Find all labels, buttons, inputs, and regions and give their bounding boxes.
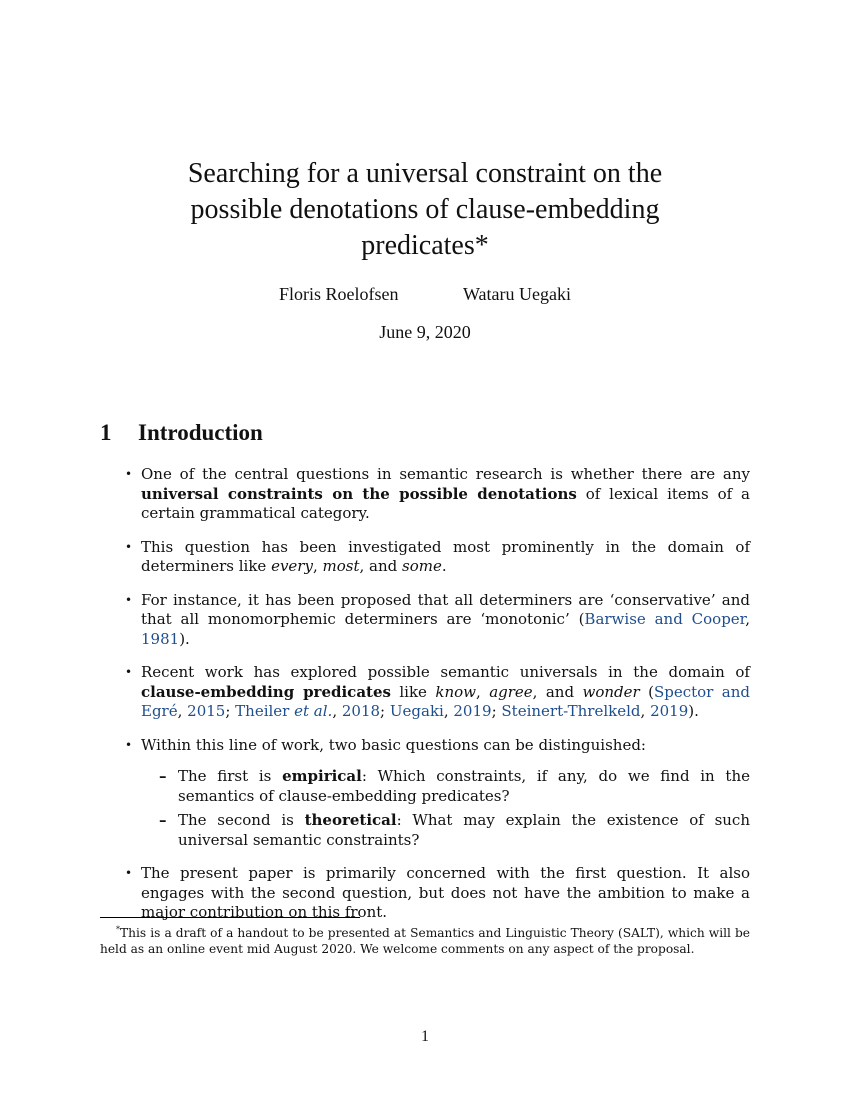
citation-year-link[interactable]: 1981 bbox=[141, 629, 180, 648]
citation-link[interactable]: Uegaki bbox=[389, 702, 444, 720]
text: Recent work has explored possible semantic universals in the domain of bbox=[141, 663, 750, 681]
dash-icon: – bbox=[159, 811, 167, 829]
page-number: 1 bbox=[421, 1028, 429, 1045]
footnote-mark: * bbox=[116, 925, 120, 934]
text: : What may explain the existence of such universal semantic constraints? bbox=[178, 811, 750, 849]
text: . bbox=[441, 557, 447, 575]
italic-text: most bbox=[322, 557, 360, 575]
text: , and bbox=[359, 557, 402, 575]
bullet-icon: • bbox=[125, 467, 133, 481]
citation-year-link[interactable]: 2015 bbox=[187, 702, 226, 720]
citation-link[interactable] bbox=[294, 702, 332, 720]
text: ( bbox=[639, 682, 654, 701]
dash-icon: – bbox=[159, 767, 167, 785]
text: of lexical items of a certain grammatical category. bbox=[141, 484, 750, 522]
paper-title bbox=[100, 156, 750, 264]
bold-text: clause-embedding predicates bbox=[141, 682, 391, 701]
text: ). bbox=[179, 629, 190, 648]
footnote-text: This is a draft of a handout to be presented at Semantics and Linguistic Theory (SALT), which will be held as an online event mid August 2020. We welcome comments on any aspect of the proposal. bbox=[100, 926, 750, 957]
list-item bbox=[118, 736, 750, 851]
citation-year-link[interactable]: 2019 bbox=[650, 702, 689, 720]
bullet-icon: • bbox=[125, 539, 133, 554]
text: One of the central questions in semantic research is whether there are any bbox=[141, 465, 750, 483]
italic-text: know bbox=[435, 682, 476, 701]
italic-text: wonder bbox=[582, 682, 640, 701]
bullet-icon: • bbox=[125, 665, 133, 679]
bullet-icon: • bbox=[125, 866, 133, 880]
list-item bbox=[118, 864, 750, 923]
author-name: Wataru Uegaki bbox=[463, 284, 571, 304]
text: This question has been investigated most prominently in the domain of determiners like bbox=[141, 537, 750, 575]
text: Within this line of work, two basic questions can be distinguished: bbox=[141, 735, 646, 754]
bold-text: universal constraints on the possible denotations bbox=[141, 484, 577, 503]
list-item bbox=[118, 538, 750, 577]
italic-text: every bbox=[271, 557, 313, 575]
footnote-rule bbox=[100, 917, 360, 918]
bold-text: empirical bbox=[282, 767, 362, 785]
text: : Which constraints, if any, do we find in the semantics of clause-embedding predicates? bbox=[178, 767, 750, 805]
list-item bbox=[118, 465, 750, 524]
italic-text: some bbox=[402, 557, 442, 575]
title-line: Searching for a universal constraint on the bbox=[187, 158, 663, 189]
italic-text: agree bbox=[489, 682, 533, 701]
sub-list-item bbox=[141, 767, 750, 806]
citation-link[interactable]: Spector and Egré bbox=[141, 682, 750, 720]
sub-list bbox=[141, 767, 750, 850]
text: , bbox=[312, 557, 323, 575]
citation-year-link[interactable]: 2018 bbox=[341, 702, 381, 720]
text: , bbox=[745, 610, 750, 628]
title-line: predicates* bbox=[361, 230, 489, 261]
text: The second is bbox=[178, 811, 305, 829]
list-item bbox=[118, 591, 750, 650]
text: , and bbox=[532, 682, 583, 701]
footnote bbox=[100, 922, 750, 957]
section-number: 1 bbox=[100, 420, 112, 445]
section-title: Introduction bbox=[138, 420, 263, 445]
text: , bbox=[475, 682, 490, 701]
citation-link[interactable]: Theiler bbox=[235, 702, 295, 720]
title-line: possible denotations of clause-embedding bbox=[190, 194, 660, 225]
paper-date: June 9, 2020 bbox=[379, 322, 471, 342]
list-item: • Recent work has explored possible semantic universals in the domain of clause-embedding predicates like know, agree, and wonder (Spector and Egré, 2015; Theiler et al., 2018; Uegaki, 2019; Steinert-Threlkeld, 2019). bbox=[125, 663, 750, 720]
citation-link[interactable]: Barwise and Cooper bbox=[584, 610, 746, 628]
text: ). bbox=[688, 702, 699, 720]
author-name: Floris Roelofsen bbox=[279, 284, 399, 304]
text: like bbox=[390, 682, 436, 701]
text: The first is bbox=[178, 767, 283, 785]
citation-link[interactable]: Steinert-Threlkeld bbox=[501, 702, 641, 720]
bullet-list bbox=[118, 465, 750, 937]
author-list bbox=[0, 284, 850, 305]
section-heading bbox=[100, 420, 263, 446]
citation-year-link[interactable]: 2019 bbox=[453, 702, 492, 720]
text: The present paper is primarily concerned with the first question. It also engages with the second question, but does not have the ambition to make a major contribution on this front. bbox=[141, 864, 750, 921]
sub-list-item bbox=[141, 811, 750, 850]
bullet-icon: • bbox=[125, 592, 133, 607]
bullet-icon: • bbox=[125, 737, 133, 752]
text: For instance, it has been proposed that all determiners are ‘conservative’ and that all monomorphemic determiners are ‘monotonic’ ( bbox=[141, 590, 750, 628]
italic-text: et al. bbox=[294, 702, 333, 720]
bold-text: theoretical bbox=[304, 811, 397, 829]
